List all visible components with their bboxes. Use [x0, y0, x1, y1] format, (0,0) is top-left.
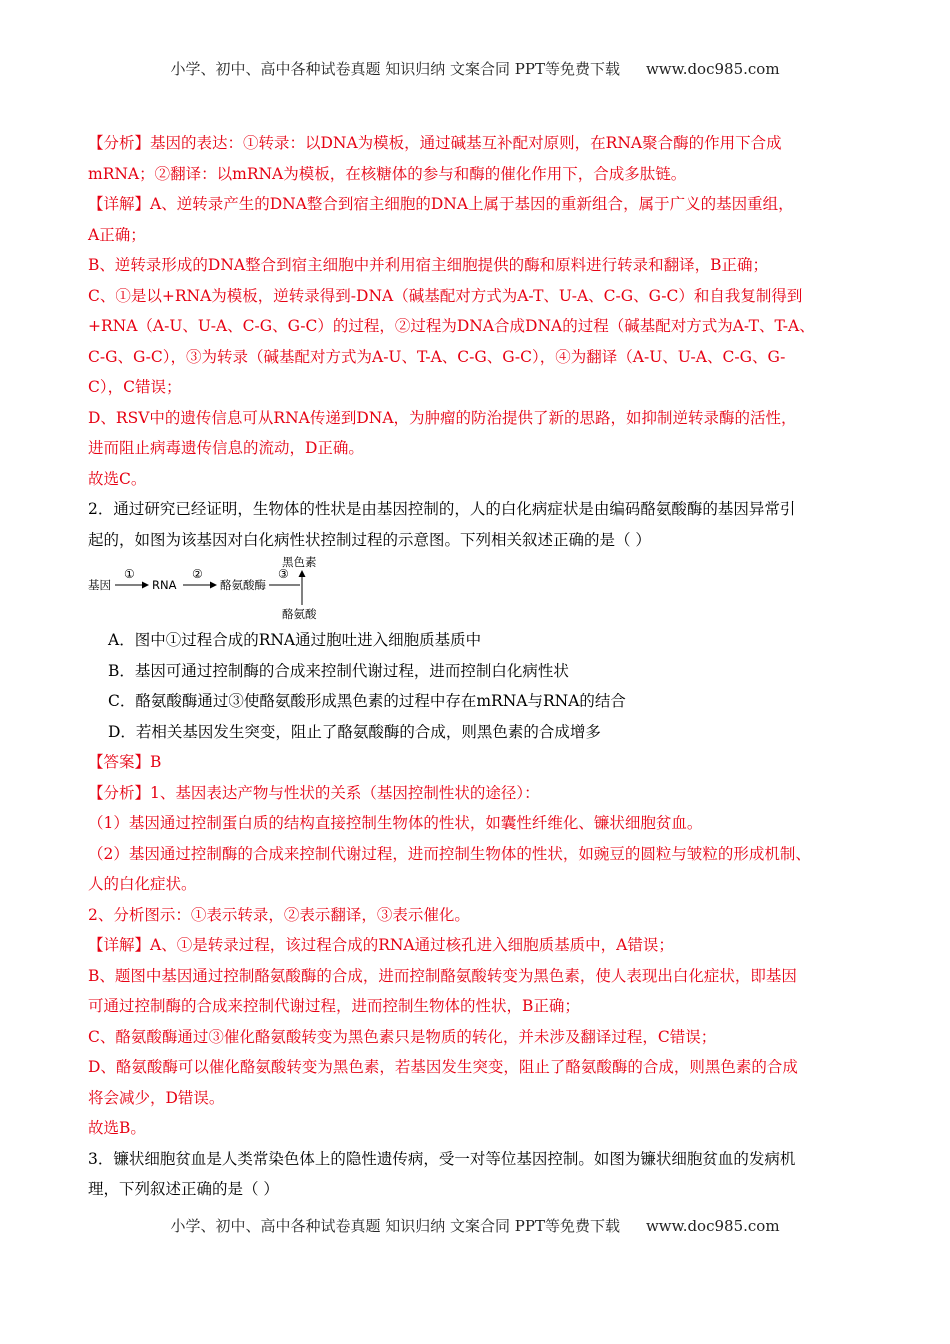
q2-option-d: D．若相关基因发生突变，阻止了酪氨酸酶的合成，则黑色素的合成增多: [108, 722, 601, 741]
q1-detail-line: A正确；: [88, 225, 146, 244]
q2-option-c: C．酪氨酸酶通过③使酪氨酸形成黑色素的过程中存在mRNA与RNA的结合: [108, 692, 626, 710]
q3-stem-line: 3．镰状细胞贫血是人类常染色体上的隐性遗传病，受一对等位基因控制。如图为镰状细胞贫血的发病机: [88, 1149, 796, 1168]
q1-choice: 故选C。: [88, 469, 147, 488]
q2-analysis-line: （2）基因通过控制酶的合成来控制代谢过程，进而控制生物体的性状，如豌豆的圆粒与皱粒的形成机制、: [88, 844, 811, 863]
q2-option-a: A．图中①过程合成的RNA通过胞吐进入细胞质基质中: [108, 631, 482, 649]
q1-detail-line: C、①是以+RNA为模板，逆转录得到-DNA（碱基配对方式为A-T、U-A、C-G、G-C）和自我复制得到: [88, 286, 803, 305]
diagram-step1-label: ①: [124, 567, 135, 581]
diagram-step3-label: ③: [278, 567, 289, 581]
q2-detail-line: B、题图中基因通过控制酪氨酸酶的合成，进而控制酪氨酸转变为黑色素，使人表现出白化症状，即基因: [88, 966, 797, 985]
header-text: 小学、初中、高中各种试卷真题 知识归纳 文案合同 PPT等免费下载: [170, 60, 620, 78]
q2-detail-line: 将会减少，D错误。: [88, 1088, 225, 1107]
diagram-enzyme-label: 酪氨酸酶: [220, 578, 266, 592]
diagram-tyrosine-label: 酪氨酸: [282, 607, 317, 621]
page-footer: [0, 1215, 950, 1236]
q1-detail-line: D、RSV中的遗传信息可从RNA传递到DNA，为肿瘤的防治提供了新的思路，如抑制逆转录酶的活性，: [88, 408, 797, 427]
diagram-step2-label: ②: [192, 567, 203, 581]
diagram-rna-label: RNA: [152, 578, 177, 592]
q2-analysis-line: （1）基因通过控制蛋白质的结构直接控制生物体的性状，如囊性纤维化、镰状细胞贫血。: [88, 814, 703, 832]
q1-detail-line: C-G、G-C），③为转录（碱基配对方式为A-U、T-A、C-G、G-C），④为翻译（A-U、U-A、C-G、G-: [88, 347, 786, 366]
q2-analysis-line: 人的白化症状。: [88, 875, 197, 893]
q2-detail-line: D、酪氨酸酶可以催化酪氨酸转变为黑色素，若基因发生突变，阻止了酪氨酸酶的合成，则黑色素的合成: [88, 1058, 798, 1076]
q2-analysis-line: 【分析】1、基因表达产物与性状的关系（基因控制性状的途径）：: [88, 783, 540, 802]
q2-detail-line: C、酪氨酸酶通过③催化酪氨酸转变为黑色素只是物质的转化，并未涉及翻译过程，C错误；: [88, 1027, 717, 1046]
q1-analysis-line: 【分析】基因的表达：①转录：以DNA为模板，通过碱基互补配对原则，在RNA聚合酶的作用下合成: [88, 134, 782, 152]
q2-analysis-line: 2、分析图示：①表示转录，②表示翻译，③表示催化。: [88, 905, 470, 924]
footer-url[interactable]: www.doc985.com: [645, 1217, 780, 1235]
header-url[interactable]: www.doc985.com: [645, 60, 780, 78]
q2-option-b: B．基因可通过控制酶的合成来控制代谢过程，进而控制白化病性状: [108, 661, 569, 680]
q1-detail-line: C），C错误；: [88, 378, 182, 396]
diagram-melanin-label: 黑色素: [282, 555, 317, 569]
pathway-svg: [88, 555, 388, 621]
q2-choice: 故选B。: [88, 1119, 146, 1137]
q2-detail-line: 可通过控制酶的合成来控制代谢过程，进而控制生物体的性状，B正确；: [88, 997, 580, 1015]
gene-pathway-diagram: [88, 555, 862, 625]
page-header: [0, 58, 950, 79]
q1-detail-line: B、逆转录形成的DNA整合到宿主细胞中并利用宿主细胞提供的酶和原料进行转录和翻译，B正确；: [88, 256, 768, 274]
q1-detail-line: 【详解】A、逆转录产生的DNA整合到宿主细胞的DNA上属于基因的重新组合，属于广义的基因重组，: [88, 195, 794, 213]
q3-stem-line: 理，下列叙述正确的是（ ）: [88, 1180, 279, 1198]
q1-detail-line: +RNA（A-U、U-A、C-G、G-C）的过程，②过程为DNA合成DNA的过程（碱基配对方式为A-T、T-A、: [88, 317, 815, 335]
footer-text: 小学、初中、高中各种试卷真题 知识归纳 文案合同 PPT等免费下载: [170, 1217, 620, 1235]
q2-stem-line: 起的，如图为该基因对白化病性状控制过程的示意图。下列相关叙述正确的是（ ）: [88, 530, 651, 549]
q2-answer: 【答案】B: [88, 753, 162, 771]
q1-detail-line: 进而阻止病毒遗传信息的流动，D正确。: [88, 439, 364, 457]
q1-analysis-line: mRNA；②翻译：以mRNA为模板，在核糖体的参与和酶的催化作用下，合成多肽链。: [88, 164, 687, 183]
diagram-gene-label: 基因: [88, 578, 111, 592]
q2-stem-line: 2．通过研究已经证明，生物体的性状是由基因控制的，人的白化病症状是由编码酪氨酸酶的基因异常引: [88, 500, 796, 518]
q2-detail-line: 【详解】A、①是转录过程，该过程合成的RNA通过核孔进入细胞质基质中，A错误；: [88, 936, 674, 954]
document-body: [88, 128, 862, 1205]
